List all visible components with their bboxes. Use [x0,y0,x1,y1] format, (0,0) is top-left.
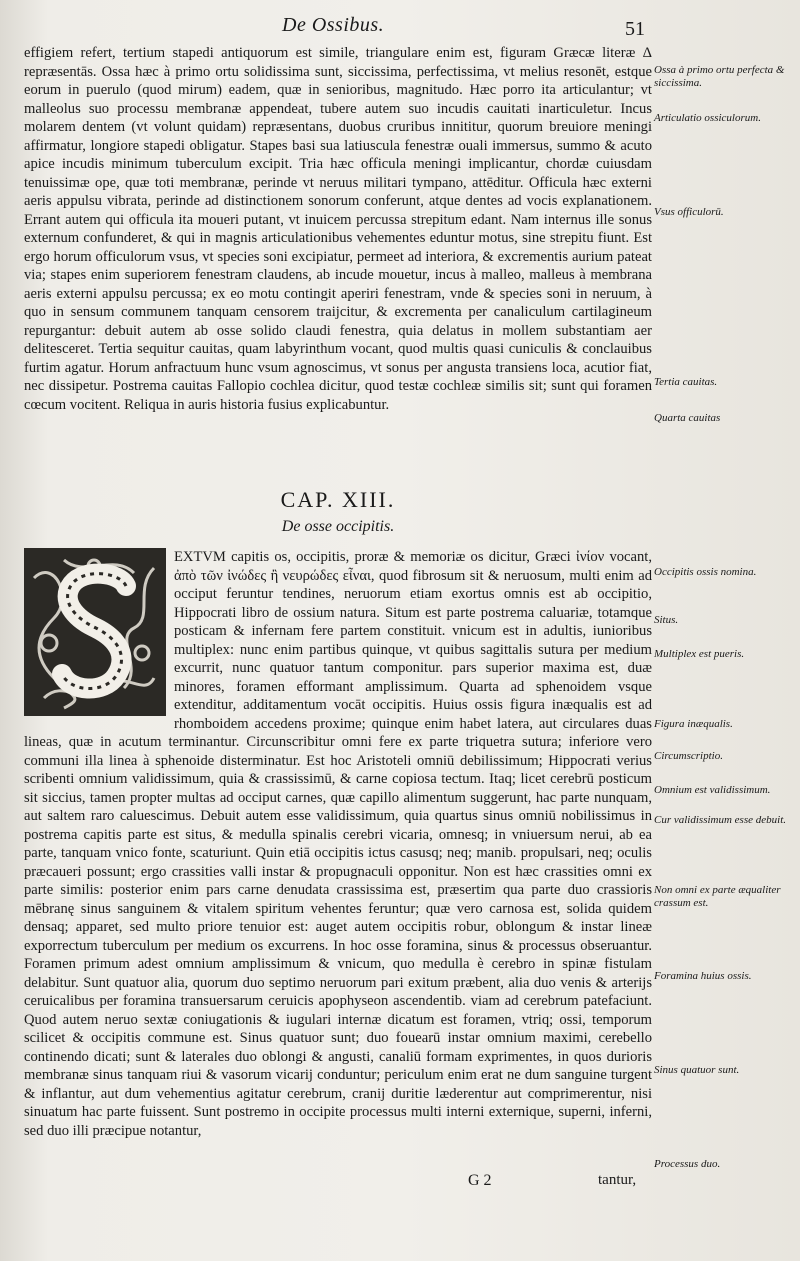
margin-note: Circumscriptio. [654,750,723,762]
margin-note: Ossa à primo ortu perfecta & siccissima. [654,64,785,89]
margin-note: Quarta cauitas [654,412,721,424]
margin-note: Sinus quatuor sunt. [654,1064,740,1076]
paragraph-text: EXTVM capitis os, occipitis, proræ & memoriæ os dicitur, Græci ἰνίον vocant, ἀπὸ τῶν ἰνώδες ἢ νευρώδες εἶναι, quod fibrosum sit & neruosum, multi enim ad occiput feruntur tendines, neruorum etiam exortus omnis est ab occipitio, Hippocrati libro de ossium natura. Situm est parte postrema caluariæ, totamque posticam & infernam fere partem constituit. vnicum est in adultis, iunioribus multiplex: nunc enim partibus quinque, vt quibus sagittalis sutura per medium excurrit, nunc quatuor tantum componitur. pars superior maxima est, duæ minores, foramen efformant amplissimum. Quarta ad sphenoidem vsque extenditur, additamentum vocāt occipitis. Huius ossis figura inæqualis est ad rhomboidem accedens proxime; quinque enim habet latera, aut circulares duas lineas, quæ in acutum terminantur. Circunscribitur omni fere ex parte triquetra sutura; inferiore vero communi illa linea à sphenoide disterminatur. Est hoc Aristoteli omniū debilissimum; Hippocrati verius scribenti omnium validissimum, quia & crassissimū, & carne copiosa tectum. Itaq; licet cerebrū posticum sit siccius, tamen propter multas ad occiput carnes, quæ capillo alimentum suggerunt, hac parte nunquam, aut saltem raro caluescimus. Debuit autem esse validissimum, quia quartus sinus omniū nobilissimus in postrema capitis parte est situs, & medulla spinalis cerebri vicaria, omnesq; in vniuersum nerui, ab ea parte, tanquam vnico fonte, scaturiunt. Quin etiā occipitis ictus casusq; neq; manib. propulsari, neq; oculis præcaueri possunt; ergo crassities valli instar & propugnaculi opponitur. Non est hæc crassities omni ex parte similis: posterior enim pars carne denudata crassissima est, præsertim qua parte duo crassioris mēbranę sinus sanguinem & vitalem spiritum vehentes feruntur; quæ vero carnosa est, solida quidem densaq; apparet, sed multo priore tenuior est: auget autem occipitis robur, oblongum & instar lineæ exporrectum tuberculum per medium os excurrens. In hoc osse foramina, sinus & processus obseruantur. Foramen primum adest omnium amplissimum & vnicum, quo medulla è cerebro in spinæ fistulam delabitur. Sunt quatuor alia, quorum duo septimo neruorum pari exitum præbent, alia duo venis & arterijs ceruicalibus per foramina transuersarum ceruicis apophyseon ascendentib. viam ad cerebrum patefaciunt. Quod autem neruo sextæ coniugationis & iugulari internæ dicatum est foramen, vtriq; ossi, temporum scilicet & occipitis commune est. Sinus quatuor sunt; duo fouearū instar omnium maximi, cerebello continendo dicati; sunt & laterales duo oblongi & angusti, canaliū formam exprimentes, in quos durioris membranæ sinus tanquam riui & vasorum vicarij conduntur; periculum enim erat ne dum sanguine turgent & inflantur, aut dum vehementius agitatur cerebrum, cranij duritie læderentur aut comprimerentur, nisi sinuatum hac parte fuissent. Sunt postremo in occipite processus multi interni externique, superni, inferni, sed duo illi præcipue notantur, [24,549,652,1139]
margin-note: Non omni ex parte æqualiter crassum est. [654,884,781,909]
margin-note: Situs. [654,614,679,626]
running-head: De Ossibus. [282,14,385,36]
margin-note: Occipitis ossis nomina. [654,566,757,578]
margin-note: Foramina huius ossis. [654,970,752,982]
margin-note: Articulatio ossiculorum. [654,112,761,124]
chapter-subtitle: De osse occipitis. [281,518,395,535]
margin-note: Tertia cauitas. [654,376,718,388]
margin-note: Cur validissimum esse debuit. [654,814,786,826]
margin-note: Omnium est validissimum. [654,784,771,796]
margin-note: Vsus officulorū. [654,206,724,218]
signature-mark: G 2 [468,1172,492,1189]
paragraph-text: effigiem refert, tertium stapedi antiquorum est simile, triangulare enim est, figuram Græcæ literæ Δ repræsentās. Ossa hæc à primo ortu solidissima sunt, siccissima, perfectissima, vt melius resonēt, estque eorum in puerulo (quod mirum) eadem, quæ in senioribus, magnitudo. Hæc porro ita articulantur; vt malleolus suo processu membranæ appendeat, tubere autem suo incudis cauitati inarticuletur. Incus molarem dentem (vt volunt quidam) repræsentans, duobus cruribus innititur, quorum breuiore meningi affirmatur, longiore stapedi obligatur. Stapes basi sua latiuscula fenestræ ouali immersus, summo & acuto apice incudis minimum tuberculum excipit. Tria hæc officula meningi implicantur, chordæ cuiusdam tenuissimæ ope, quæ toti membranæ, perinde vt neruus militari tympano, attēditur. Officula hæc externi aeris appulsu vibrata, perinde ad distinctionem sonorum conferunt, atque dentes ad vocis explanationem. Errant autem qui officula ita moueri putant, vt inuicem percussa strepitum edant. Nam internus ille sonus externum confunderet, & qui in magnis articulationibus vehementes eduntur motus, sine strepitu fiunt. Est ergo horum officulorum vsus, vt species soni excipiatur, permeet ad interiora, & excrementis aurium pateat via; stapes enim superiorem fenestram claudens, ab incude mouetur, incus à malleo, malleus à membrana aeris externi appulsu percussa; ex eo motu contingit aperiri fenestram, vnde & species soni in neruum, à quo in sensum communem tanquam censorem traijcitur, & excrementa per canaliculum cartilagineum repurgantur: debuit autem ab osse solido claudi fenestra, quia delatus in mollem substantiam aer delitesceret. Tertia sequitur cauitas, quam labyrinthum vocant, quod multis quasi cuniculis & conclauibus furtim agatur. Horum anfractuum hunc vsum agnoscimus, vt sonus per angusta transiens loca, acutior fiat, nec dissipetur. Postrema cauitas Fallopio cochlea dicitur, quod testæ cochleæ similis sit; sunt qui foramen cœcum vocitent. Reliqua in auris historia fusius explicabuntur. [24,45,652,413]
paragraph-ear-ossicles [24,44,652,414]
margin-note: Figura inæqualis. [654,718,733,730]
margin-note: Processus duo. [654,1158,721,1170]
paragraph-occipital-bone [24,548,652,1140]
margin-note: Multiplex est pueris. [654,648,745,660]
catchword: tantur, [598,1172,637,1188]
page-number: 51 [625,18,645,40]
chapter-title: CAP. XIII. [280,487,396,512]
decorated-initial-s-icon [24,548,166,716]
